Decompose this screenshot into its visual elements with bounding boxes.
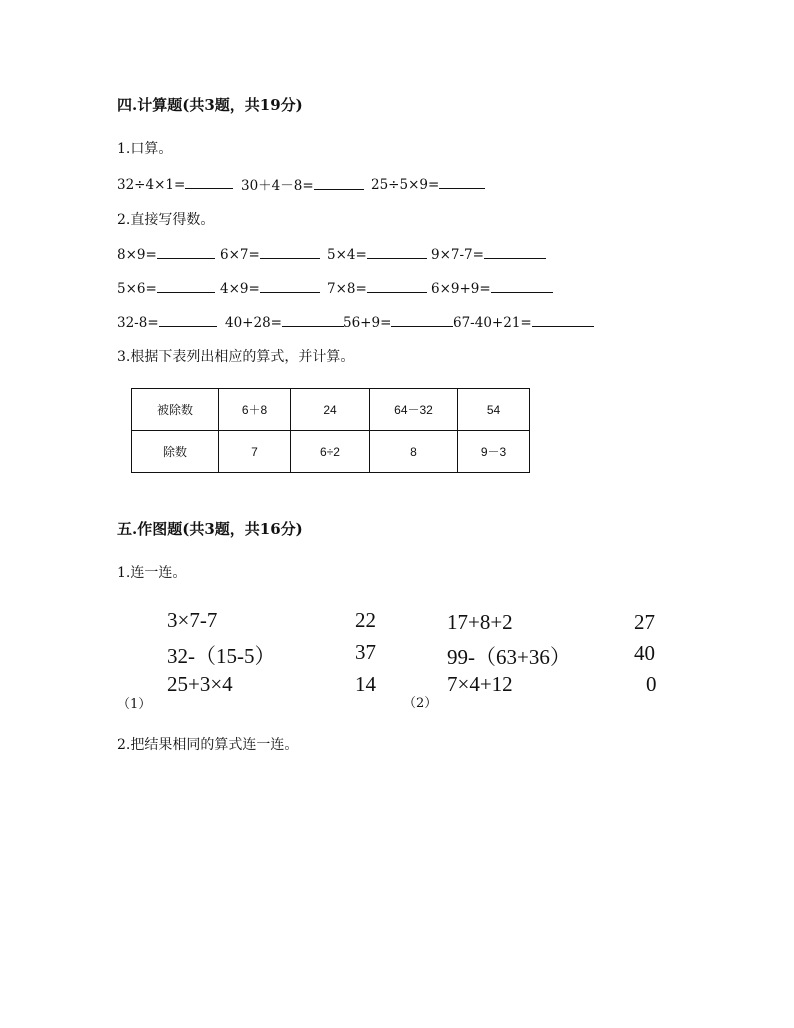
matching-expression[interactable]: 3×7-7 — [167, 608, 218, 632]
item-text: 5×4= — [327, 247, 367, 263]
item-text: 32÷4×1= — [117, 177, 186, 193]
direct-answer-item — [343, 312, 453, 331]
question-2-label: 2.直接写得数。 — [117, 212, 215, 228]
table-row — [132, 431, 530, 473]
matching-result[interactable]: 40 — [634, 641, 655, 665]
matching-expression[interactable]: 25+3×4 — [167, 672, 233, 696]
matching-result[interactable]: 27 — [634, 610, 655, 634]
group-1-tag: （1） — [117, 697, 152, 712]
answer-blank[interactable] — [157, 244, 215, 259]
item-text: 5×6= — [117, 281, 157, 297]
answer-blank[interactable] — [367, 244, 427, 259]
item-text: 56+9= — [343, 315, 392, 331]
matching-result[interactable]: 14 — [355, 672, 376, 696]
direct-answer-item — [117, 244, 215, 263]
direct-answer-item — [225, 312, 344, 331]
item-text: 25÷5×9= — [371, 177, 440, 193]
table-cell: 9－3 — [458, 431, 530, 473]
table-cell: 除数 — [132, 431, 219, 473]
answer-blank[interactable] — [532, 312, 594, 327]
matching-expression[interactable]: 32-（15-5） — [167, 644, 276, 668]
direct-answer-item — [327, 244, 427, 263]
table-row — [132, 389, 530, 431]
direct-answer-item — [327, 278, 427, 297]
group-2-tag: （2） — [403, 696, 438, 711]
matching-expression[interactable]: 17+8+2 — [447, 610, 513, 634]
answer-blank[interactable] — [314, 175, 364, 190]
matching-result[interactable]: 22 — [355, 608, 376, 632]
table-cell: 64－32 — [370, 389, 458, 431]
table-cell: 54 — [458, 389, 530, 431]
answer-blank[interactable] — [439, 174, 485, 189]
table-cell: 8 — [370, 431, 458, 473]
answer-blank[interactable] — [260, 278, 320, 293]
table-cell: 6÷2 — [291, 431, 370, 473]
item-text: 7×8= — [327, 281, 367, 297]
direct-answer-item — [431, 278, 553, 297]
direct-answer-item — [453, 312, 594, 331]
item-text: 8×9= — [117, 247, 157, 263]
item-text: 67-40+21= — [453, 315, 532, 331]
item-text: 30＋4－8= — [241, 178, 314, 194]
item-text: 4×9= — [220, 281, 260, 297]
answer-blank[interactable] — [484, 244, 546, 259]
division-table — [131, 388, 530, 473]
question-2-label: 2.把结果相同的算式连一连。 — [117, 737, 299, 753]
mental-math-item — [371, 174, 485, 193]
direct-answer-item — [117, 312, 217, 331]
section-5-title: 五.作图题(共3题，共16分) — [117, 520, 303, 538]
answer-blank[interactable] — [391, 312, 453, 327]
answer-blank[interactable] — [159, 312, 217, 327]
item-text: 9×7-7= — [431, 247, 484, 263]
matching-expression[interactable]: 7×4+12 — [447, 672, 513, 696]
table-cell: 24 — [291, 389, 370, 431]
question-1-label: 1.口算。 — [117, 141, 173, 157]
answer-blank[interactable] — [282, 312, 344, 327]
table-cell: 7 — [219, 431, 291, 473]
answer-blank[interactable] — [260, 244, 320, 259]
direct-answer-item — [431, 244, 546, 263]
direct-answer-item — [220, 244, 320, 263]
item-text: 6×7= — [220, 247, 260, 263]
answer-blank[interactable] — [491, 278, 553, 293]
item-text: 32-8= — [117, 315, 159, 331]
item-text: 40+28= — [225, 315, 282, 331]
table-cell: 6＋8 — [219, 389, 291, 431]
mental-math-item — [117, 174, 233, 193]
matching-expression[interactable]: 99-（63+36） — [447, 645, 571, 669]
question-3-label: 3.根据下表列出相应的算式，并计算。 — [117, 349, 355, 365]
item-text: 6×9+9= — [431, 281, 491, 297]
table-cell: 被除数 — [132, 389, 219, 431]
answer-blank[interactable] — [367, 278, 427, 293]
matching-result[interactable]: 37 — [355, 640, 376, 664]
answer-blank[interactable] — [157, 278, 215, 293]
direct-answer-item — [117, 278, 215, 297]
matching-result[interactable]: 0 — [646, 672, 657, 696]
direct-answer-item — [220, 278, 320, 297]
mental-math-item — [241, 174, 364, 194]
question-1-label: 1.连一连。 — [117, 565, 187, 581]
answer-blank[interactable] — [185, 174, 233, 189]
section-4-title: 四.计算题(共3题，共19分) — [117, 96, 303, 114]
